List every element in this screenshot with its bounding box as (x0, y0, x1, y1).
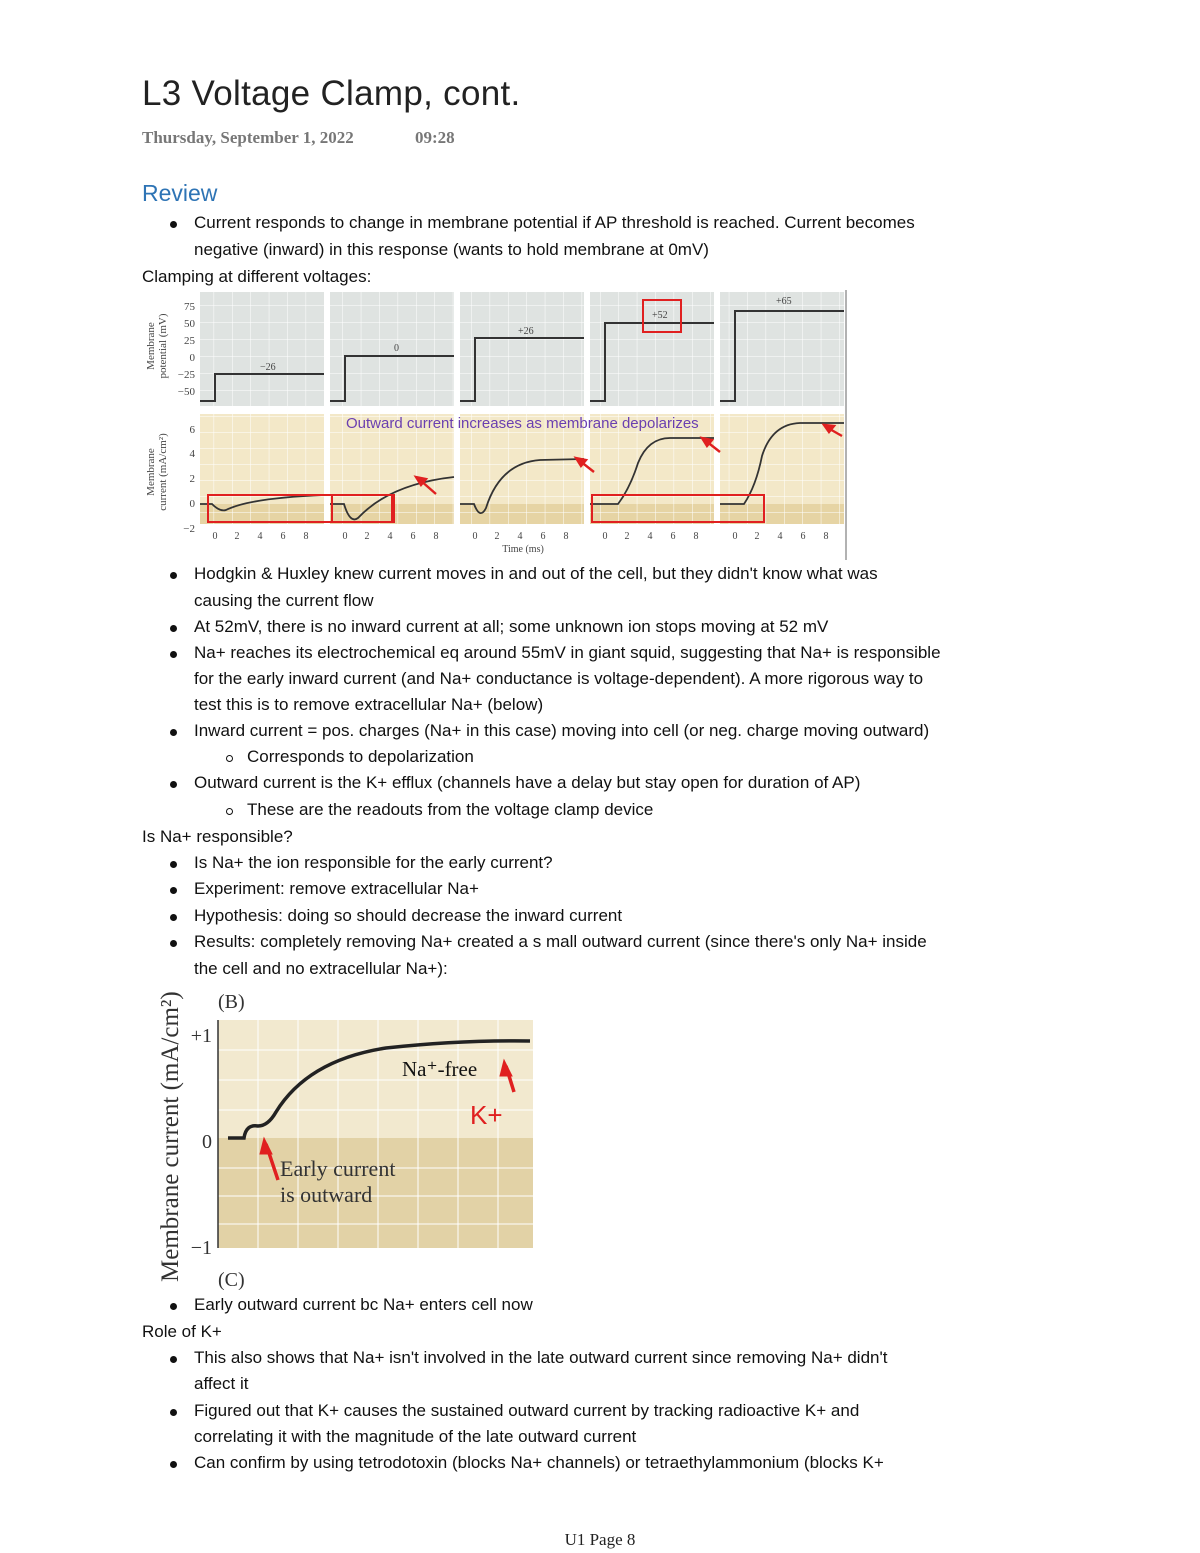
section-heading: Is Na+ responsible? (142, 827, 293, 846)
review-heading: Review (142, 180, 218, 206)
panel-label: (C) (218, 1269, 245, 1290)
panel-3 (460, 292, 584, 524)
x-axis-label: Time (ms) (502, 544, 544, 555)
time-tick: 6 (670, 531, 676, 542)
current-tick: −2 (183, 523, 195, 535)
bullet-dot (170, 1461, 177, 1468)
bullet-line: Na+ reaches its electrochemical eq around 55mV in giant squid, suggesting that Na+ is responsible (194, 643, 941, 662)
time-tick: 8 (303, 531, 309, 542)
bullet-line: At 52mV, there is no inward current at all; some unknown ion stops moving at 52 mV (194, 617, 829, 636)
time-tick: 6 (540, 531, 546, 542)
current-tick: 6 (189, 424, 195, 436)
panel-voltage-label: 0 (394, 343, 399, 354)
bullet-dot (170, 781, 177, 788)
bullet-line: correlating it with the magnitude of the late outward current (194, 1427, 637, 1446)
na-free-figure (140, 984, 540, 1290)
time-tick: 2 (234, 531, 240, 542)
voltage-clamp-figure (140, 288, 852, 560)
curve-label: Na⁺-free (402, 1057, 478, 1081)
time-tick: 4 (257, 531, 263, 542)
panel-label: (B) (218, 991, 245, 1013)
bullet-dot (170, 1409, 177, 1416)
time-tick: 6 (280, 531, 286, 542)
y-label-potential: potential (mV) (157, 313, 169, 379)
panel-1 (200, 292, 324, 524)
time-tick: 6 (410, 531, 416, 542)
bullet-dot (170, 729, 177, 736)
current-tick: 2 (189, 473, 195, 485)
bullet-dot (170, 651, 177, 658)
bullet-dot (170, 914, 177, 921)
tick-label: −1 (190, 1237, 212, 1259)
time-tick: 2 (364, 531, 370, 542)
time-tick: 8 (693, 531, 699, 542)
page-footer: U1 Page 8 (564, 1530, 636, 1549)
time-tick: 8 (823, 531, 829, 542)
bullet-dot (170, 625, 177, 632)
bullet-line: Outward current is the K+ efflux (channels have a delay but stay open for duration of AP) (194, 773, 861, 792)
time-tick: 4 (387, 531, 393, 542)
time-tick: 4 (517, 531, 523, 542)
panel-5 (720, 292, 844, 524)
bullet-line: Figured out that K+ causes the sustained outward current by tracking radioactive K+ and (194, 1401, 860, 1420)
current-tick: 4 (189, 448, 195, 460)
review-bullet-line: Current responds to change in membrane potential if AP threshold is reached. Current becomes (194, 213, 915, 232)
early-current-label: is outward (280, 1182, 373, 1207)
bullet-line: Hodgkin & Huxley knew current moves in and out of the cell, but they didn't know what was (194, 564, 878, 583)
sub-bullet-circle (226, 755, 233, 762)
clamping-label: Clamping at different voltages: (142, 267, 372, 286)
time-tick: 0 (732, 531, 738, 542)
page-title: L3 Voltage Clamp, cont. (142, 74, 521, 113)
bullet-line: Experiment: remove extracellular Na+ (194, 879, 479, 898)
time-ticks (213, 531, 829, 542)
panel-voltage-label: +26 (518, 326, 534, 337)
potential-tick: 0 (189, 352, 195, 364)
time-tick: 2 (494, 531, 500, 542)
y-label: Membrane current (mA/cm²) (157, 991, 184, 1282)
panel-voltage-label: +52 (652, 310, 668, 321)
tick-label: 0 (202, 1131, 212, 1153)
section-heading: Role of K+ (142, 1322, 222, 1341)
time-tick: 0 (472, 531, 478, 542)
panel-voltage-label: −26 (260, 362, 276, 373)
bullet-line: causing the current flow (194, 591, 374, 610)
potential-tick: −25 (177, 369, 195, 381)
time-tick: 0 (602, 531, 608, 542)
potential-tick: 50 (184, 318, 195, 330)
tick-label: +1 (190, 1025, 212, 1047)
time-tick: 0 (342, 531, 348, 542)
page-time: 09:28 (415, 128, 455, 147)
potential-tick: 75 (184, 301, 195, 313)
sub-bullet-line: These are the readouts from the voltage clamp device (247, 800, 654, 819)
panel-4 (590, 292, 714, 524)
bullet-dot (170, 221, 177, 228)
bullet-line: test this is to remove extracellular Na+ (below) (194, 695, 544, 714)
panel-voltage-label: +65 (776, 296, 792, 307)
early-current-label: Early current (280, 1156, 396, 1181)
time-tick: 2 (754, 531, 760, 542)
potential-tick: −50 (177, 386, 195, 398)
y-label-current: Membrane (145, 448, 157, 496)
review-bullet-line: negative (inward) in this response (wants to hold membrane at 0mV) (194, 240, 709, 259)
y-label-current: current (mA/cm²) (157, 433, 169, 511)
time-tick: 8 (563, 531, 569, 542)
bullet-line: Is Na+ the ion responsible for the early current? (194, 853, 553, 872)
panel-2 (330, 292, 454, 524)
bullet-line: Results: completely removing Na+ created a s mall outward current (since there's only Na+ inside (194, 932, 927, 951)
figure-annotation: Outward current increases as membrane depolarizes (346, 415, 699, 432)
bullet-line: Early outward current bc Na+ enters cell now (194, 1295, 533, 1314)
bullet-dot (170, 861, 177, 868)
bullet-line: Can confirm by using tetrodotoxin (blocks Na+ channels) or tetraethylammonium (blocks K+ (194, 1453, 884, 1472)
sub-bullet-line: Corresponds to depolarization (247, 747, 474, 766)
sub-bullet-circle (226, 808, 233, 815)
bullet-line: Hypothesis: doing so should decrease the inward current (194, 906, 623, 925)
bullet-line: the cell and no extracellular Na+): (194, 959, 448, 978)
page-date: Thursday, September 1, 2022 (142, 128, 354, 147)
time-tick: 8 (433, 531, 439, 542)
current-tick: 0 (189, 498, 195, 510)
time-tick: 2 (624, 531, 630, 542)
potential-tick: 25 (184, 335, 195, 347)
bullet-line: Inward current = pos. charges (Na+ in this case) moving into cell (or neg. charge moving outward) (194, 721, 930, 740)
k-label: K+ (470, 1100, 503, 1130)
y-label-potential: Membrane (145, 322, 157, 370)
bullet-line: for the early inward current (and Na+ conductance is voltage-dependent). A more rigorous way to (194, 669, 924, 688)
bullet-dot (170, 887, 177, 894)
bullet-dot (170, 940, 177, 947)
bullet-line: This also shows that Na+ isn't involved in the late outward current since removing Na+ didn't (194, 1348, 888, 1367)
time-tick: 4 (647, 531, 653, 542)
time-tick: 6 (800, 531, 806, 542)
bullet-dot (170, 572, 177, 579)
bullet-dot (170, 1303, 177, 1310)
bullet-dot (170, 1356, 177, 1363)
time-tick: 0 (212, 531, 218, 542)
bullet-line: affect it (194, 1374, 249, 1393)
time-tick: 4 (777, 531, 783, 542)
